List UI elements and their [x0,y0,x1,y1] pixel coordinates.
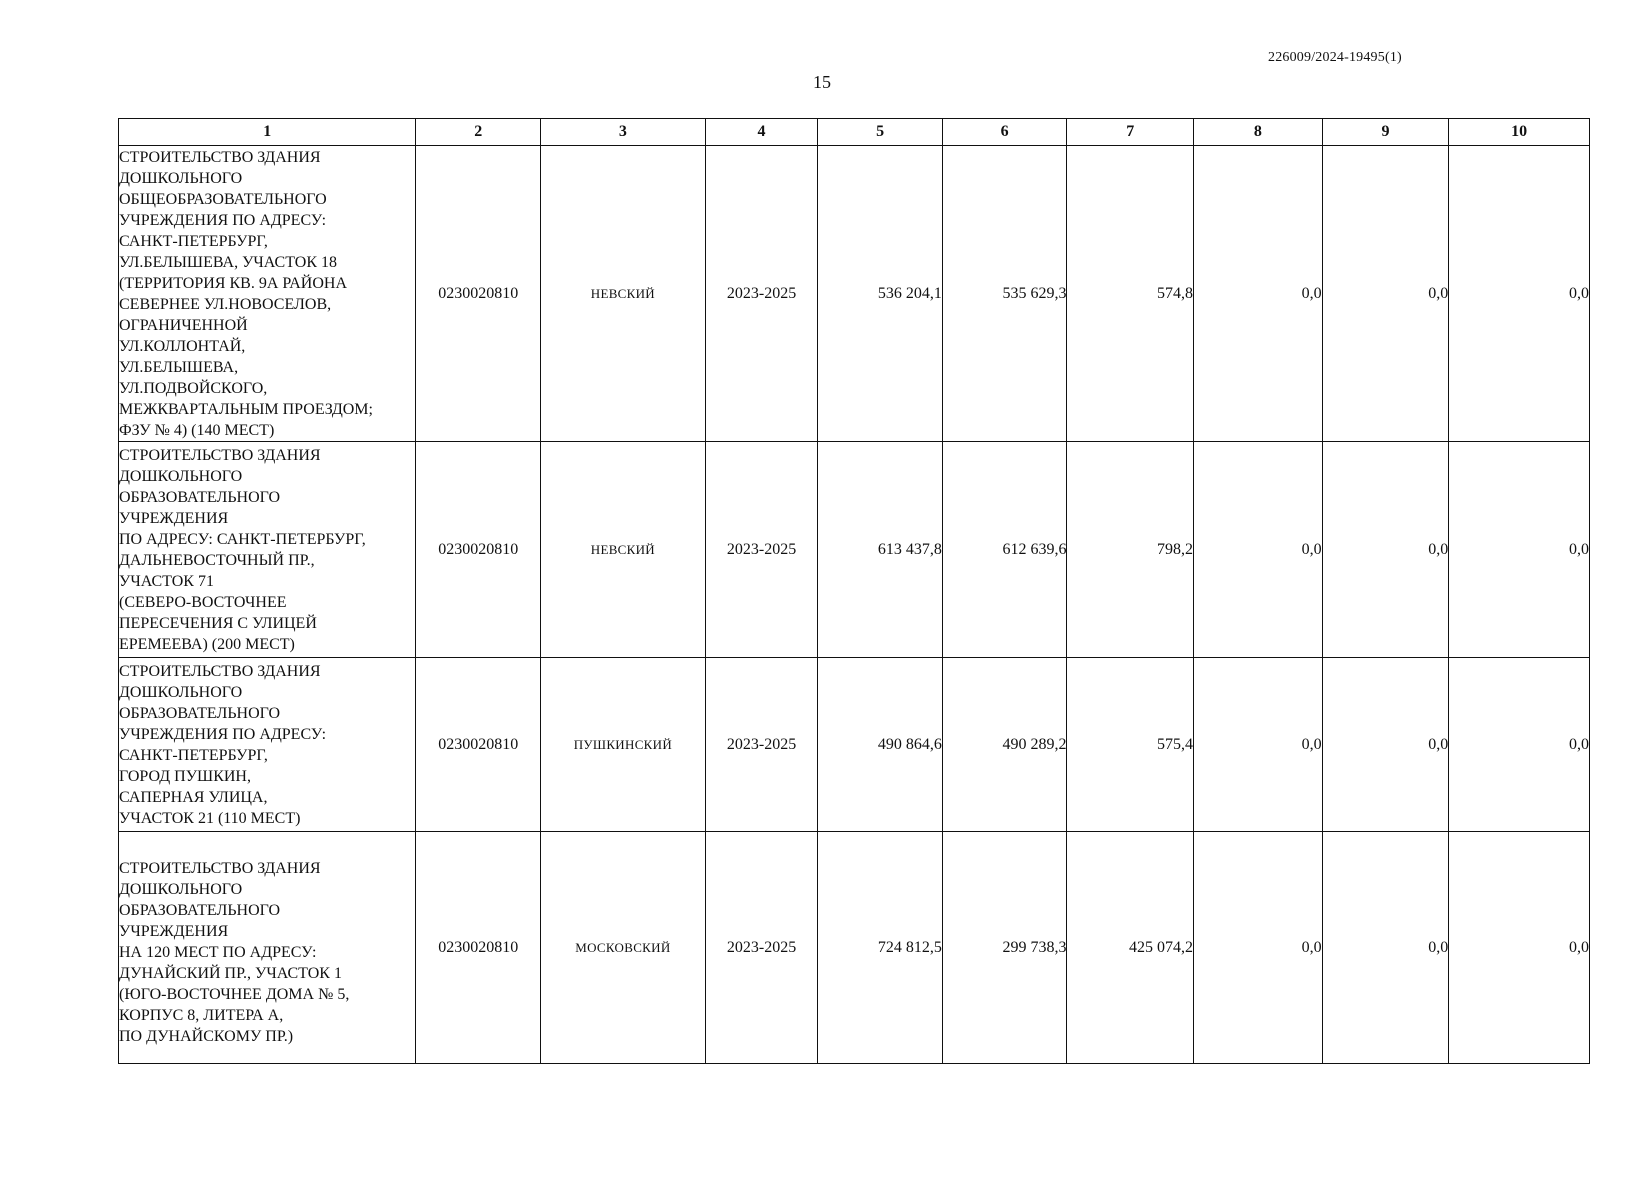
period: 2023-2025 [705,832,818,1064]
column-header-2: 2 [416,119,541,146]
budget-code: 0230020810 [416,658,541,832]
value-col-8: 0,0 [1194,442,1323,658]
value-col-8: 0,0 [1194,658,1323,832]
value-col-5: 490 864,6 [818,658,943,832]
period: 2023-2025 [705,658,818,832]
value-col-7: 575,4 [1067,658,1194,832]
district-name: МОСКОВСКИЙ [540,832,705,1064]
object-description: СТРОИТЕЛЬСТВО ЗДАНИЯ ДОШКОЛЬНОГО ОБРАЗОВАТЕЛЬНОГО УЧРЕЖДЕНИЯ ПО АДРЕСУ: САНКТ-ПЕТЕРБУРГ, ДАЛЬНЕВОСТОЧНЫЙ ПР., УЧАСТОК 71 (СЕВЕРО-ВОСТОЧНЕЕ ПЕРЕСЕЧЕНИЯ С УЛИЦЕЙ ЕРЕМЕЕВА) (200 МЕСТ) [119,442,416,658]
value-col-5: 724 812,5 [818,832,943,1064]
budget-code: 0230020810 [416,442,541,658]
district-name: ПУШКИНСКИЙ [540,658,705,832]
budget-code: 0230020810 [416,146,541,442]
period: 2023-2025 [705,146,818,442]
column-header-6: 6 [942,119,1067,146]
column-header-8: 8 [1194,119,1323,146]
document-id: 226009/2024-19495(1) [1268,50,1402,65]
column-header-10: 10 [1449,119,1590,146]
value-col-6: 535 629,3 [942,146,1067,442]
column-header-4: 4 [705,119,818,146]
column-header-5: 5 [818,119,943,146]
value-col-6: 490 289,2 [942,658,1067,832]
value-col-6: 299 738,3 [942,832,1067,1064]
object-description: СТРОИТЕЛЬСТВО ЗДАНИЯ ДОШКОЛЬНОГО ОБЩЕОБРАЗОВАТЕЛЬНОГО УЧРЕЖДЕНИЯ ПО АДРЕСУ: САНКТ-ПЕТЕРБУРГ, УЛ.БЕЛЫШЕВА, УЧАСТОК 18 (ТЕРРИТОРИЯ КВ. 9А РАЙОНА СЕВЕРНЕЕ УЛ.НОВОСЕЛОВ, ОГРАНИЧЕННОЙ УЛ.КОЛЛОНТАЙ, УЛ.БЕЛЫШЕВА, УЛ.ПОДВОЙСКОГО, МЕЖКВАРТАЛЬНЫМ ПРОЕЗДОМ; ФЗУ № 4) (140 МЕСТ) [119,146,416,442]
value-col-10: 0,0 [1449,146,1590,442]
table-row [119,832,1590,1064]
value-col-9: 0,0 [1322,832,1449,1064]
value-col-8: 0,0 [1194,832,1323,1064]
value-col-8: 0,0 [1194,146,1323,442]
table-row [119,658,1590,832]
table-row [119,146,1590,442]
value-col-9: 0,0 [1322,146,1449,442]
table-header-row [119,119,1590,146]
budget-table [118,118,1590,1064]
district-name: НЕВСКИЙ [540,442,705,658]
value-col-7: 798,2 [1067,442,1194,658]
page-number: 15 [813,72,831,92]
value-col-10: 0,0 [1449,658,1590,832]
value-col-10: 0,0 [1449,832,1590,1064]
object-description: СТРОИТЕЛЬСТВО ЗДАНИЯ ДОШКОЛЬНОГО ОБРАЗОВАТЕЛЬНОГО УЧРЕЖДЕНИЯ ПО АДРЕСУ: САНКТ-ПЕТЕРБУРГ, ГОРОД ПУШКИН, САПЕРНАЯ УЛИЦА, УЧАСТОК 21 (110 МЕСТ) [119,658,416,832]
table-row [119,442,1590,658]
period: 2023-2025 [705,442,818,658]
value-col-7: 425 074,2 [1067,832,1194,1064]
value-col-6: 612 639,6 [942,442,1067,658]
column-header-3: 3 [540,119,705,146]
district-name: НЕВСКИЙ [540,146,705,442]
column-header-9: 9 [1322,119,1449,146]
object-description: СТРОИТЕЛЬСТВО ЗДАНИЯ ДОШКОЛЬНОГО ОБРАЗОВАТЕЛЬНОГО УЧРЕЖДЕНИЯ НА 120 МЕСТ ПО АДРЕСУ: ДУНАЙСКИЙ ПР., УЧАСТОК 1 (ЮГО-ВОСТОЧНЕЕ ДОМА № 5, КОРПУС 8, ЛИТЕРА А, ПО ДУНАЙСКОМУ ПР.) [119,832,416,1064]
value-col-5: 613 437,8 [818,442,943,658]
budget-code: 0230020810 [416,832,541,1064]
value-col-10: 0,0 [1449,442,1590,658]
value-col-5: 536 204,1 [818,146,943,442]
value-col-9: 0,0 [1322,442,1449,658]
column-header-1: 1 [119,119,416,146]
value-col-7: 574,8 [1067,146,1194,442]
value-col-9: 0,0 [1322,658,1449,832]
column-header-7: 7 [1067,119,1194,146]
